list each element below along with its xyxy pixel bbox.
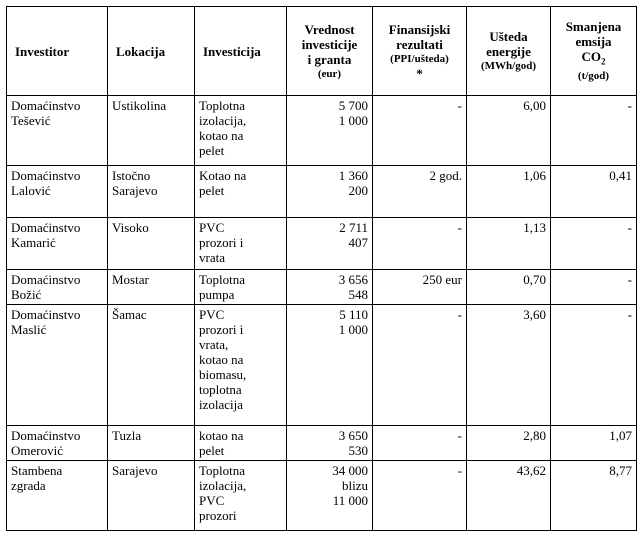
header-vrednost: [287, 7, 373, 96]
cell-lokacija: [108, 166, 195, 218]
cell-vrednost: [287, 461, 373, 531]
cell-usteda-value: 1,06: [523, 168, 546, 183]
cell-investitor-line: zgrada: [11, 478, 46, 493]
cell-finansijski: [373, 218, 467, 270]
cell-investitor: [7, 461, 108, 531]
cell-investicija-line: Toplotna: [199, 272, 246, 287]
header-investitor-label: Investitor: [15, 43, 70, 59]
cell-emisija-value: -: [627, 307, 632, 322]
cell-emisija-value: 0,41: [609, 168, 632, 183]
cell-investitor: [7, 166, 108, 218]
header-finansijski-line1: Finansijski: [388, 21, 451, 37]
cell-investitor-line: Domaćinstvo: [11, 98, 81, 113]
header-usteda-line2: energije: [486, 44, 531, 59]
header-emisija-line2: emsija: [575, 33, 612, 49]
cell-investitor-line: Kamarić: [11, 235, 56, 250]
cell-investicija-line: prozori i: [199, 235, 244, 250]
cell-investicija-line: vrata,: [199, 337, 229, 352]
cell-investitor-line: Tešević: [11, 113, 51, 128]
header-vrednost-line1: Vrednost: [304, 21, 355, 37]
cell-emisija: [551, 270, 637, 305]
cell-usteda-value: 0,70: [523, 272, 546, 287]
table-row: [7, 218, 637, 270]
header-emisija-line1: Smanjena: [565, 18, 622, 34]
cell-vrednost-line: 3 656: [338, 272, 368, 287]
cell-investicija: [195, 461, 287, 531]
cell-investicija-line: Toplotna: [199, 463, 246, 478]
table-row: [7, 96, 637, 166]
cell-vrednost-line: 200: [348, 183, 368, 198]
header-emisija-co: CO: [581, 48, 601, 64]
cell-investicija-line: kotao na: [199, 428, 244, 443]
cell-vrednost: [287, 305, 373, 426]
cell-investicija-line: PVC: [199, 307, 225, 322]
cell-finansijski-value: -: [457, 220, 462, 235]
header-emisija-subscript: 2: [601, 56, 606, 67]
cell-investitor-line: Maslić: [11, 322, 47, 337]
cell-vrednost-line: 3 650: [338, 428, 368, 443]
cell-vrednost-line: 407: [348, 235, 368, 250]
cell-lokacija-line: Mostar: [112, 272, 149, 287]
cell-investitor-line: Božić: [11, 287, 42, 302]
cell-investicija-line: prozori i: [199, 322, 244, 337]
header-finansijski-line2: rezultati: [396, 36, 443, 52]
cell-investicija-line: PVC: [199, 220, 225, 235]
cell-investicija-line: kotao na: [199, 128, 244, 143]
cell-finansijski: [373, 461, 467, 531]
cell-vrednost-line: 548: [348, 287, 368, 302]
cell-vrednost-line: 1 000: [338, 322, 368, 337]
header-investitor: [7, 7, 108, 96]
cell-lokacija: [108, 426, 195, 461]
cell-emisija: [551, 96, 637, 166]
cell-finansijski: [373, 305, 467, 426]
cell-lokacija-line: Sarajevo: [112, 463, 158, 478]
cell-vrednost: [287, 426, 373, 461]
cell-investicija-line: prozori: [199, 508, 237, 523]
cell-lokacija: [108, 218, 195, 270]
cell-investitor-line: Domaćinstvo: [11, 428, 81, 443]
header-usteda-unit: (MWh/god): [481, 60, 536, 72]
cell-investicija-line: biomasu,: [199, 367, 247, 382]
cell-vrednost: [287, 96, 373, 166]
investments-table: [6, 6, 637, 531]
header-lokacija-label: Lokacija: [116, 43, 166, 59]
cell-lokacija-line: Visoko: [112, 220, 149, 235]
cell-investicija: [195, 305, 287, 426]
cell-lokacija-line: Istočno: [112, 168, 151, 183]
cell-investitor: [7, 96, 108, 166]
header-vrednost-line3: i granta: [307, 51, 352, 67]
table-row: [7, 461, 637, 531]
header-lokacija: [108, 7, 195, 96]
cell-investitor-line: Omerović: [11, 443, 63, 458]
cell-vrednost-line: blizu: [342, 478, 368, 493]
cell-finansijski-value: 250 eur: [422, 272, 462, 287]
cell-investitor-line: Stambena: [11, 463, 63, 478]
cell-lokacija: [108, 461, 195, 531]
cell-usteda-value: 6,00: [523, 98, 546, 113]
cell-investitor-line: Domaćinstvo: [11, 272, 81, 287]
cell-investicija: [195, 218, 287, 270]
cell-emisija-value: 8,77: [609, 463, 632, 478]
table-row: [7, 166, 637, 218]
cell-investitor: [7, 305, 108, 426]
cell-usteda-value: 43,62: [516, 463, 546, 478]
cell-investicija-line: pelet: [199, 443, 225, 458]
cell-investicija: [195, 96, 287, 166]
cell-emisija: [551, 461, 637, 531]
cell-lokacija-line: Šamac: [112, 307, 147, 322]
cell-lokacija-line: Tuzla: [112, 428, 142, 443]
cell-finansijski: [373, 270, 467, 305]
cell-investitor: [7, 426, 108, 461]
cell-investicija-line: toplotna: [199, 382, 242, 397]
cell-finansijski-value: -: [457, 428, 462, 443]
cell-vrednost-line: 11 000: [332, 493, 368, 508]
header-finansijski: [373, 7, 467, 96]
cell-emisija-value: -: [627, 220, 632, 235]
cell-usteda: [467, 96, 551, 166]
cell-investicija: [195, 166, 287, 218]
cell-emisija: [551, 305, 637, 426]
cell-usteda-value: 1,13: [523, 220, 546, 235]
cell-lokacija: [108, 270, 195, 305]
header-emisija: [551, 7, 637, 96]
cell-usteda: [467, 305, 551, 426]
cell-vrednost-line: 34 000: [332, 463, 368, 478]
cell-investitor: [7, 218, 108, 270]
cell-finansijski: [373, 96, 467, 166]
cell-investitor-line: Domaćinstvo: [11, 220, 81, 235]
header-usteda: [467, 7, 551, 96]
header-vrednost-line2: investicije: [301, 36, 358, 52]
cell-finansijski-value: -: [457, 98, 462, 113]
header-usteda-line1: Ušteda: [489, 29, 528, 44]
header-finansijski-unit: (PPI/ušteda): [390, 52, 449, 65]
cell-vrednost-line: 530: [348, 443, 368, 458]
cell-finansijski-value: -: [457, 307, 462, 322]
cell-investicija-line: izolacija,: [199, 113, 247, 128]
cell-usteda-value: 3,60: [523, 307, 546, 322]
cell-usteda: [467, 426, 551, 461]
cell-investitor-line: Domaćinstvo: [11, 168, 81, 183]
table-row: [7, 270, 637, 305]
cell-investitor-line: Lalović: [11, 183, 51, 198]
cell-investicija-line: kotao na: [199, 352, 244, 367]
table-body: [7, 96, 637, 531]
header-investicija-label: Investicija: [203, 43, 261, 59]
cell-investicija-line: PVC: [199, 493, 225, 508]
cell-vrednost-line: 5 110: [339, 307, 368, 322]
cell-investicija-line: vrata: [199, 250, 225, 265]
cell-vrednost: [287, 270, 373, 305]
cell-investicija-line: Toplotna: [199, 98, 246, 113]
cell-finansijski-value: 2 god.: [429, 168, 462, 183]
cell-emisija: [551, 166, 637, 218]
cell-lokacija-line: Sarajevo: [112, 183, 158, 198]
cell-usteda: [467, 166, 551, 218]
cell-emisija: [551, 426, 637, 461]
cell-investicija-line: Kotao na: [199, 168, 247, 183]
cell-vrednost: [287, 218, 373, 270]
cell-emisija-value: -: [627, 98, 632, 113]
cell-vrednost-line: 1 000: [338, 113, 368, 128]
cell-vrednost-line: 1 360: [338, 168, 368, 183]
cell-investicija-line: izolacija,: [199, 478, 247, 493]
cell-lokacija: [108, 305, 195, 426]
cell-investicija: [195, 270, 287, 305]
cell-finansijski: [373, 166, 467, 218]
cell-investitor: [7, 270, 108, 305]
cell-investicija: [195, 426, 287, 461]
cell-vrednost-line: 2 711: [339, 220, 368, 235]
cell-emisija: [551, 218, 637, 270]
cell-investitor-line: Domaćinstvo: [11, 307, 81, 322]
header-row: [7, 7, 637, 96]
table-row: [7, 426, 637, 461]
header-investicija: [195, 7, 287, 96]
table-row: [7, 305, 637, 426]
cell-investicija-line: pumpa: [199, 287, 235, 302]
header-finansijski-star: *: [416, 65, 423, 81]
cell-finansijski: [373, 426, 467, 461]
cell-vrednost: [287, 166, 373, 218]
header-vrednost-unit: (eur): [317, 67, 342, 80]
cell-vrednost-line: 5 700: [338, 98, 368, 113]
cell-usteda: [467, 461, 551, 531]
cell-lokacija: [108, 96, 195, 166]
cell-usteda-value: 2,80: [523, 428, 546, 443]
cell-emisija-value: 1,07: [609, 428, 632, 443]
cell-lokacija-line: Ustikolina: [112, 98, 167, 113]
cell-emisija-value: -: [627, 272, 632, 287]
cell-finansijski-value: -: [457, 463, 462, 478]
cell-usteda: [467, 218, 551, 270]
cell-investicija-line: izolacija: [199, 397, 244, 412]
cell-investicija-line: pelet: [199, 183, 225, 198]
cell-usteda: [467, 270, 551, 305]
cell-investicija-line: pelet: [199, 143, 225, 158]
header-emisija-line3: [553, 49, 634, 70]
header-emisija-unit: (t/god): [577, 70, 610, 83]
